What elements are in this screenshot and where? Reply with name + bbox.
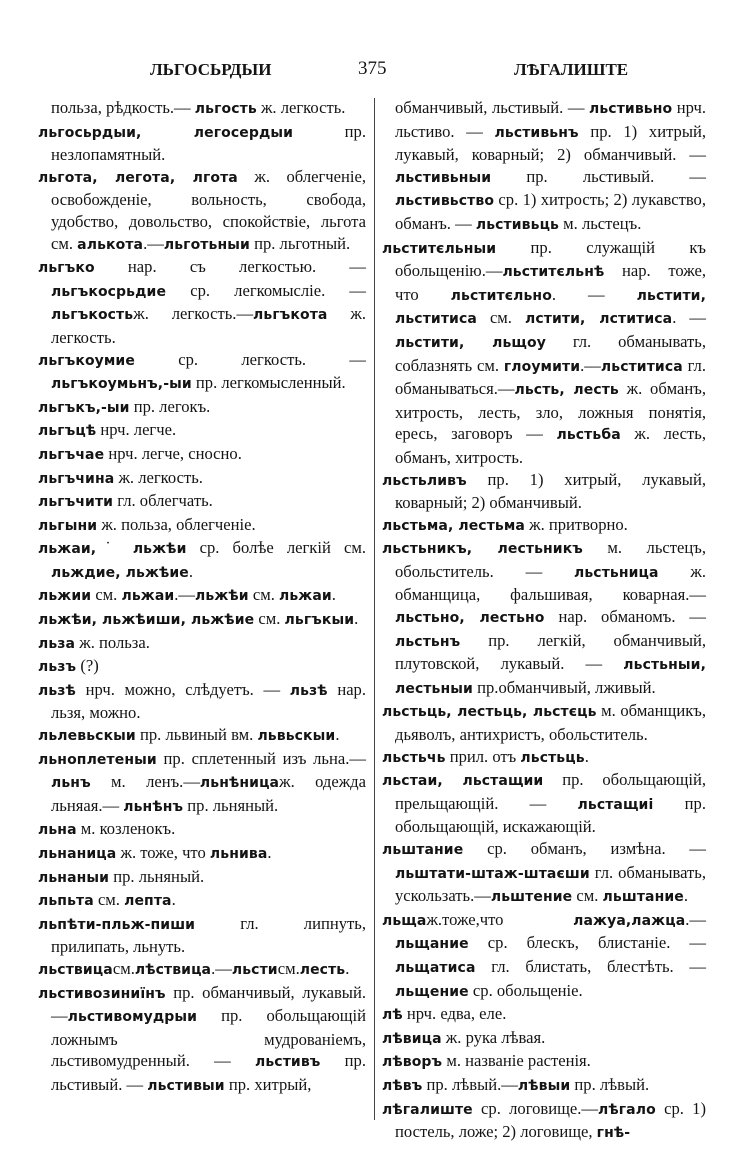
- dictionary-entry: [382, 1027, 706, 1051]
- definition-text: ж. тоже, что: [116, 843, 210, 862]
- definition-text: пр. сплетенный изъ льна.—: [156, 748, 366, 768]
- definition-text: . —: [551, 284, 637, 304]
- headword: льна: [38, 822, 77, 839]
- definition-text: ж. легкость.: [256, 98, 346, 117]
- headword: льлевьскыи: [38, 728, 136, 745]
- headword: лесть: [299, 961, 346, 978]
- definition-text: пр. обольщающій, прельщающій. —: [395, 770, 706, 813]
- definition-text: ж. польза.: [75, 632, 150, 652]
- dictionary-entry: [38, 490, 366, 514]
- definition-text: см.: [572, 886, 603, 906]
- headword: алькота: [77, 236, 144, 253]
- headword: льжаи: [121, 588, 175, 605]
- dictionary-entry: [38, 982, 366, 1098]
- dictionary-entry: [38, 842, 366, 866]
- headword: льноплетеныи: [38, 751, 157, 768]
- definition-text: ˙: [96, 538, 133, 558]
- headword: льнѣнъ: [123, 798, 184, 815]
- headword: льстивьць: [475, 216, 560, 233]
- definition-text: .—: [211, 958, 232, 978]
- headword: львьскыи: [257, 728, 336, 745]
- headword: льщение: [395, 983, 469, 1000]
- definition-text: польза, рѣдкость.—: [51, 98, 195, 117]
- definition-text: пр. лѣвый.—: [422, 1074, 518, 1094]
- definition-text: нрч. едва, еле.: [402, 1004, 507, 1024]
- definition-text: ср. болѣе легкій см.: [186, 538, 366, 558]
- headword: лѣгалиште: [382, 1101, 473, 1118]
- page-number: 375: [358, 58, 387, 79]
- dictionary-entry: [38, 679, 366, 724]
- headword: льстьма, лестьма: [382, 517, 525, 534]
- headword: льститєльныи: [382, 240, 497, 257]
- headword: лѣвица: [382, 1030, 442, 1047]
- dictionary-entry: [38, 443, 366, 467]
- headword: льпьта: [38, 893, 94, 910]
- definition-text: гл. обманываться.—: [395, 355, 706, 399]
- headword: льжѣи: [132, 541, 187, 558]
- definition-text: пр.обманчивый, лживый.: [472, 677, 656, 697]
- definition-text: ср. логовище.—: [472, 1098, 598, 1118]
- headword: глоумити: [503, 358, 581, 375]
- headword: лѣвыи: [517, 1077, 571, 1094]
- definition-text: пр. обольщающій ложнымъ мудрованіемъ, льстивомудренный. —: [51, 1006, 366, 1071]
- headword: льжаи: [279, 588, 332, 605]
- definition-text: пр. льстивый. —: [51, 1051, 367, 1094]
- definition-text: ср. 1) постель, ложе; 2) логовище,: [395, 1098, 706, 1142]
- headword: льгыни: [38, 517, 98, 534]
- definition-text: см.: [93, 890, 125, 910]
- dictionary-entry: [38, 537, 366, 584]
- definition-text: .—: [143, 233, 164, 253]
- dictionary-entry: [38, 608, 366, 632]
- headword: льстаи, льстащии: [382, 773, 544, 790]
- definition-text: нрч. легче.: [96, 420, 177, 440]
- dictionary-entry: [38, 632, 366, 656]
- dictionary-entry: [38, 121, 366, 166]
- definition-text: ж. облегченіе, освобожденіе, вольность, свобода, удобство, довольство, спокойствіе, льгота см.: [51, 166, 367, 253]
- definition-text: пр. обманчивый, лукавый.—: [51, 982, 366, 1026]
- definition-text: пр. легокъ.: [129, 396, 211, 416]
- dictionary-entry: [38, 889, 366, 913]
- dictionary-entry: [38, 166, 366, 256]
- definition-text: нар. обманомъ. —: [544, 607, 706, 627]
- headword: льнаница: [38, 846, 117, 862]
- dictionary-entry: [38, 419, 366, 443]
- headword: льгость: [194, 101, 257, 117]
- headword: льстити, льщоу: [395, 334, 546, 351]
- definition-text: .: [188, 561, 194, 581]
- running-head-left: ЛЬГОСЬРДЫИ: [150, 60, 272, 79]
- definition-text: ж. рука лѣвая.: [441, 1027, 546, 1047]
- definition-text: пр. льготный.: [249, 233, 351, 253]
- definition-text: прил. отъ: [445, 746, 521, 766]
- headword: льгъчити: [38, 494, 114, 511]
- dictionary-entry: [382, 746, 706, 770]
- definition-text: . —: [672, 308, 707, 328]
- definition-text: пр. незлопамятный.: [51, 121, 366, 165]
- definition-text: нрч. легче, сносно.: [104, 443, 242, 463]
- entry-continuation: [38, 97, 366, 121]
- definition-text: м. ленъ.—: [90, 772, 200, 792]
- dictionary-entry: [38, 748, 366, 819]
- dictionary-entry: [38, 514, 366, 538]
- headword: льштати-штаж-штаєши: [395, 865, 590, 882]
- definition-text: м. козленокъ.: [76, 819, 176, 839]
- headword: льстити, льститиса: [395, 287, 707, 328]
- definition-text: гл. облегчать.: [113, 491, 213, 511]
- headword: льжаи,: [38, 541, 97, 558]
- dictionary-entry: [38, 818, 366, 842]
- dictionary-entry: [38, 467, 366, 491]
- headword: льстьба: [556, 427, 621, 444]
- headword: льстьникъ, лестьникъ: [382, 541, 583, 558]
- definition-text: см.: [112, 958, 135, 978]
- column-divider: [374, 98, 375, 1120]
- dictionary-entry: [38, 913, 366, 958]
- definition-text: ср. легкость. —: [134, 349, 366, 369]
- definition-text: ж. одежда льняая.—: [51, 772, 366, 815]
- headword: льнъ: [51, 775, 91, 792]
- definition-text: ср. блескъ, блистаніе. —: [468, 933, 706, 953]
- definition-text: м. названіе растенія.: [442, 1051, 591, 1071]
- headword: льзъ: [38, 659, 77, 676]
- dictionary-entry: [38, 349, 366, 396]
- headword: льщание: [395, 936, 469, 953]
- headword: льстащиі: [577, 796, 654, 813]
- dictionary-entry: [38, 724, 366, 748]
- headword: льща: [382, 912, 427, 929]
- headword: льжѣи: [195, 588, 249, 605]
- definition-text: .—: [174, 585, 196, 605]
- headword: льстьнъ: [395, 633, 461, 650]
- definition-text: нар. тоже, что: [395, 261, 706, 304]
- headword: льстивыи: [147, 1077, 225, 1094]
- definition-text: пр. львиный вм.: [135, 725, 258, 745]
- definition-text: см.: [476, 308, 525, 328]
- headword: льгъко: [38, 260, 95, 277]
- definition-text: ж. обманщица, фальшивая, коварная.—: [395, 561, 706, 605]
- headword: льстьць: [520, 749, 585, 766]
- definition-text: .: [345, 958, 350, 978]
- definition-text: пр. льняный.: [109, 866, 205, 886]
- headword: льстивозиниїнъ: [38, 985, 166, 1002]
- headword: льгъкосрьдие: [51, 283, 167, 300]
- headword: льщатиса: [395, 959, 476, 976]
- definition-text: пр. льстивый. —: [491, 166, 706, 186]
- dictionary-entry: [382, 514, 706, 538]
- headword: льстьчь: [382, 749, 446, 766]
- dictionary-entry: [382, 700, 706, 745]
- headword: льстивьныи: [395, 169, 492, 186]
- headword: льжѣи, льжѣиши, льжѣие: [38, 612, 255, 629]
- definition-text: пр. 1) хитрый, лукавый, коварный; 2) обманчивый. —: [395, 121, 707, 165]
- definition-text: пр. лѣвый.: [570, 1074, 650, 1094]
- definition-text: ср. легкомысліе. —: [166, 280, 366, 300]
- definition-text: .: [267, 843, 272, 862]
- definition-text: обманчивый, льстивый. —: [395, 98, 589, 117]
- headword: льза: [38, 635, 76, 652]
- definition-text: м. обманщикъ, дьяволъ, антихристъ, обольститель.: [395, 701, 707, 745]
- headword: льстьно, лестьно: [395, 610, 545, 627]
- headword: лѣствица: [134, 961, 212, 978]
- headword: лѣворъ: [382, 1054, 443, 1071]
- headword: льститєльнѣ: [502, 264, 605, 281]
- dictionary-entry: [382, 237, 706, 469]
- definition-text: пр. служащій къ обольщенію.—: [395, 237, 706, 281]
- headword: льстьница: [573, 564, 659, 581]
- dictionary-entry: [38, 256, 366, 348]
- headword: льгота, легота, лгота: [38, 169, 238, 186]
- definition-text: нар. льзя, можно.: [51, 679, 367, 723]
- headword: льгъкъ,-ыи: [38, 399, 130, 416]
- headword: льнѣница: [199, 775, 280, 792]
- dictionary-entry: [38, 396, 366, 420]
- headword: льствица: [38, 961, 113, 978]
- definition-text: .—: [580, 355, 601, 375]
- headword: льнива: [209, 846, 268, 862]
- definition-text: нрч. можно, слѣдуетъ. —: [75, 679, 290, 699]
- definition-text: пр. легкомысленный.: [191, 373, 346, 393]
- headword: льгъкость: [51, 307, 134, 324]
- headword: льстьць, лестьць, льстєць: [382, 704, 597, 721]
- definition-text: пр. обольщающій, искажающій.: [395, 793, 706, 837]
- definition-text: ср. обманъ, измѣна. —: [463, 839, 706, 858]
- definition-text: ср. 1) хитрость; 2) лукавство, обманъ. —: [395, 190, 706, 233]
- headword: лѣ: [382, 1007, 403, 1024]
- headword: льсть, лесть: [514, 382, 619, 399]
- definition-text: гл. обманывать, соблазнять см.: [395, 331, 706, 375]
- dictionary-entry: [38, 584, 366, 608]
- headword: льзѣ: [289, 682, 328, 699]
- headword: льститєльно: [450, 287, 552, 304]
- headword: льстивомудрыи: [67, 1009, 198, 1026]
- headword: льстивьство: [395, 193, 495, 210]
- definition-text: .: [584, 746, 589, 766]
- definition-text: нар. съ легкостью. —: [94, 257, 366, 277]
- headword: льнаныи: [38, 869, 110, 886]
- definition-text: ж. польза, облегченіе.: [97, 514, 256, 534]
- definition-text: .: [171, 890, 176, 910]
- dictionary-entry: [382, 769, 706, 838]
- headword: льштание: [382, 842, 464, 858]
- headword: льститиса: [600, 358, 683, 375]
- definition-text: ж. легкость.—: [133, 304, 254, 324]
- definition-text: ж. обманъ, хитрость, лесть, зло, ложныя понятія, ересь, заговоръ —: [395, 379, 706, 444]
- definition-text: м. льстецъ, обольститель. —: [395, 538, 706, 581]
- dictionary-entry: [382, 1098, 706, 1145]
- definition-text: гл. блистать, блестѣть. —: [475, 956, 706, 976]
- headword: лстити, лститиса: [525, 311, 673, 328]
- dictionary-entry: [382, 838, 706, 909]
- headword: льгъкота: [253, 307, 328, 324]
- definition-text: пр. льняный.: [183, 795, 279, 815]
- headword: льгъцѣ: [38, 423, 97, 440]
- definition-text: .: [331, 585, 336, 605]
- dictionary-entry: [382, 1003, 706, 1027]
- definition-text: (?): [76, 656, 99, 676]
- definition-text: пр. хитрый,: [224, 1074, 312, 1094]
- headword: льштение: [490, 889, 573, 906]
- definition-text: .: [683, 886, 689, 906]
- dictionary-entry: [382, 1050, 706, 1074]
- dictionary-entry: [38, 866, 366, 890]
- definition-text: .: [354, 609, 359, 629]
- headword: льсти: [231, 961, 278, 978]
- dictionary-entry: [382, 469, 706, 514]
- definition-text: .: [335, 725, 340, 745]
- definition-text: гл. липнуть, прилипать, льнуть.: [51, 913, 366, 957]
- headword: льзѣ: [38, 682, 76, 699]
- headword: льстивьно: [588, 101, 673, 117]
- headword: льждие, льжѣие: [51, 564, 189, 581]
- dictionary-entry: [38, 655, 366, 679]
- headword: льжии: [38, 588, 92, 605]
- dictionary-entry: [382, 909, 706, 1003]
- headword: льстьливъ: [382, 472, 467, 489]
- definition-text: ср. обольщеніе.: [468, 980, 583, 1000]
- headword: льпѣти-пльж-пиши: [38, 916, 196, 933]
- definition-text: пр. 1) хитрый, лукавый, коварный; 2) обманчивый.: [395, 469, 706, 513]
- headword: гнѣ-: [596, 1125, 631, 1142]
- headword: льстивъ: [254, 1054, 321, 1071]
- definition-text: см.: [91, 585, 122, 605]
- dictionary-entry: [382, 1074, 706, 1098]
- definition-text: ж. легкость.: [114, 467, 203, 487]
- definition-text: нрч. льстиво. —: [395, 98, 706, 141]
- headword: льгъкыи: [284, 612, 355, 629]
- definition-text: пр. легкій, обманчивый, плутовской, лукавый. —: [395, 630, 706, 674]
- definition-text: ж. притворно.: [524, 514, 628, 534]
- headword: льгъчае: [38, 446, 105, 463]
- headword: льстьныи, лестьныи: [395, 657, 706, 697]
- definition-text: ж.тоже,что: [426, 909, 574, 929]
- right-column: [382, 97, 706, 1145]
- definition-text: см.: [248, 585, 279, 605]
- dictionary-entry: [382, 537, 706, 700]
- headword: лепта: [124, 893, 172, 910]
- headword: лажуа,лажца: [573, 912, 686, 929]
- definition-text: ж. лесть, обманъ, хитрость.: [395, 424, 706, 467]
- definition-text: .—: [685, 909, 706, 929]
- dictionary-entry: [38, 958, 366, 982]
- headword: льгъчина: [38, 470, 115, 487]
- headword: льгъкоумьнъ,-ыи: [51, 376, 192, 393]
- definition-text: см.: [254, 609, 285, 629]
- headword: льготьныи: [163, 236, 250, 253]
- headword: льгъкоумие: [38, 352, 135, 369]
- definition-text: ж. легкость.: [51, 304, 366, 347]
- definition-text: м. льстецъ.: [559, 213, 642, 233]
- left-column: [38, 97, 366, 1098]
- headword: льштание: [602, 889, 684, 906]
- headword: льгосьрдыи, легосердыи: [38, 124, 294, 141]
- headword: лѣвъ: [382, 1077, 423, 1094]
- entry-continuation: [382, 97, 706, 237]
- running-head-right: ЛѢГАЛИШТЕ: [514, 60, 629, 79]
- definition-text: см.: [277, 958, 300, 978]
- headword: льстивьнъ: [494, 124, 579, 141]
- headword: лѣгало: [598, 1101, 656, 1118]
- definition-text: гл. обманывать, ускользать.—: [395, 862, 706, 906]
